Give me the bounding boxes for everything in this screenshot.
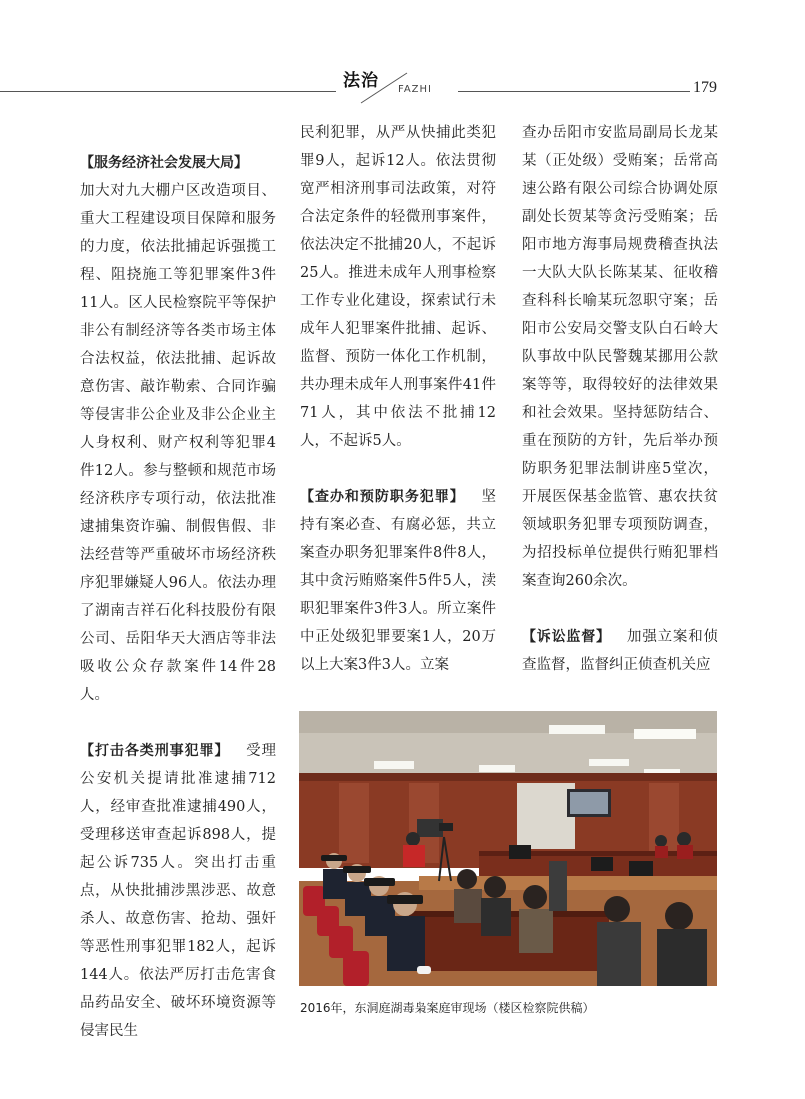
heading-criminal-crimes: 【打击各类刑事犯罪】 [80, 743, 230, 759]
text-column-2 [300, 119, 496, 679]
courtroom-photo [299, 711, 717, 986]
paragraph-litigation-supervision: 加强立案和侦查监督，监督纠正侦查机关应 [522, 629, 719, 673]
heading-duty-crimes: 【查办和预防职务犯罪】 [300, 489, 465, 505]
paragraph-criminal-crimes-continued: 民利犯罪，从严从快捕此类犯罪9人，起诉12人。依法贯彻宽严相济刑事司法政策，对符合法定条件的轻微刑事案件，依法决定不批捕20人，不起诉25人。推进未成年人刑事检察工作专业化建设，探索试行未成年人犯罪案件批捕、起诉、监督、预防一体化工作机制，共办理未成年人刑事案件41件71人，其中依法不批捕12人，不起诉5人。 [300, 125, 496, 449]
paragraph-duty-crimes: 坚持有案必查、有腐必惩，共立案查办职务犯罪案件8件8人，其中贪污贿赂案件5件5人，渎职犯罪案件3件3人。所立案件中正处级犯罪要案1人，20万以上大案3件3人。立案 [300, 489, 497, 673]
section-subtitle: FAZHI [398, 84, 432, 95]
text-column-3 [522, 119, 718, 679]
header-rule-right [458, 91, 690, 92]
text-column-1 [80, 149, 276, 1045]
courtroom-photo-illustration [299, 711, 717, 986]
photo-caption: 2016年，东洞庭湖毒枭案庭审现场（楼区检察院供稿） [300, 1001, 595, 1015]
paragraph-criminal-crimes: 受理公安机关提请批准逮捕712人，经审查批准逮捕490人，受理移送审查起诉898人，提起公诉735人。突出打击重点，从快批捕涉黑涉恶、故意杀人、故意伤害、抢劫、强奸等恶性刑事犯罪182人，起诉144人。依法严厉打击危害食品药品安全、破坏环境资源等侵害民生 [80, 743, 277, 1039]
section-title: 法治 [343, 71, 379, 91]
header-rule-left [0, 91, 336, 92]
paragraph-duty-crimes-continued: 查办岳阳市安监局副局长龙某某（正处级）受贿案；岳常高速公路有限公司综合协调处原副处长贺某等贪污受贿案；岳阳市地方海事局规费稽查执法一大队大队长陈某某、征收稽查科科长喻某玩忽职守案；岳阳市公安局交警支队白石岭大队事故中队民警魏某挪用公款案等等，取得较好的法律效果和社会效果。坚持惩防结合、重在预防的方针，先后举办预防职务犯罪法制讲座5堂次，开展医保基金监管、惠农扶贫领域职务犯罪专项预防调查，为招投标单位提供行贿犯罪档案查询260余次。 [522, 125, 718, 589]
page-number: 179 [693, 79, 717, 96]
heading-litigation-supervision: 【诉讼监督】 [522, 629, 611, 645]
heading-economic-development: 【服务经济社会发展大局】 [80, 155, 248, 171]
paragraph-economic-development: 加大对九大棚户区改造项目、重大工程建设项目保障和服务的力度，依法批捕起诉强揽工程、阻挠施工等犯罪案件3件11人。区人民检察院平等保护非公有制经济等各类市场主体合法权益，依法批捕、起诉故意伤害、敲诈勒索、合同诈骗等侵害非公企业及非公企业主人身权利、财产权利等犯罪4件12人。参与整顿和规范市场经济秩序专项行动，依法批准逮捕集资诈骗、制假售假、非法经营等严重破坏市场经济秩序犯罪嫌疑人96人。依法办理了湖南吉祥石化科技股份有限公司、岳阳华天大酒店等非法吸收公众存款案件14件28人。 [80, 183, 276, 703]
